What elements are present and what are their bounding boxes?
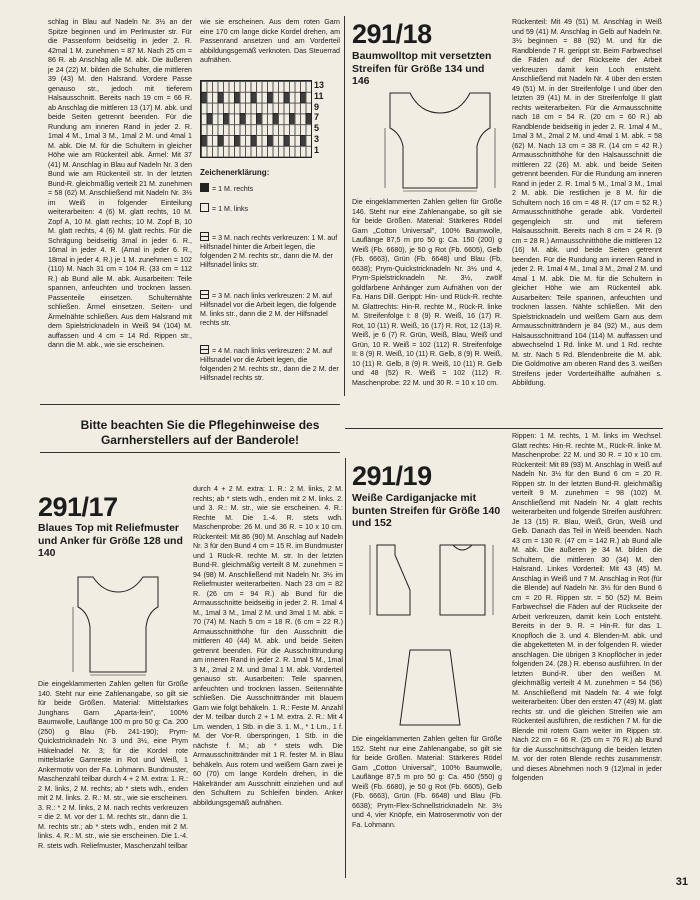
article-291-18-col2: Rückenteil: Mit 49 (51) M. Anschlag in Weiß und 59 (41) M. Anschlag in Gelb auf Nadeln Nr. 3½ beginnen = 88 (92) M. und für die Randblende 7 R. gerippt str. Beim Farbwechsel die Fäden auf der Rückseite der Arbeit verkreuzen damit kein Loch entsteht. Anschließend mit Nadeln Nr. 4 über den ersten 49 (51) M. in der Streifenfolge I und über den letzten 39 (41) M. in der Streifenfolge II glatt rechts weiterarbeiten. Für die Armausschnitte nach 18 cm = 54 R. (20 cm = 60 R.) ab Randblende beidseitig in jeder 2. R. 1mal 4 M., 1mal 3 M., 2mal 2 M. und 4mal 1 M. abk. = 58 (62) M. Nach 13 cm = 38 R. (14 cm = 42 R.) Armausschnitthöhe für den Halsausschnitt die mittleren 22 (26) M. abk. und beide Seiten getrennt beenden. Für die Rundung am inneren Rand in jeder 2. R. 1mal 5 M., 1mal 3 M., 1mal 2 M. abk. Die restlichen je 8 M. für die Schultern noch 16 cm = 48 R. (17 cm = 52 R.) Armausschnitthöhe gerade abk. Vorderteil gegengleich str. und mit tieferem Halsausschnitt. Bereits nach 8 cm = 24 R. (9 cm = 28 R.) Armausschnitthöhe die mittleren 12 (16) M. abk. und beide Seiten getrennt beenden. Für die Rundung am inneren Rand in jeder 2. R. 1mal 4 M., 1mal 3 M., 2mal 2 M. und 4mal 1 M. abk. Die M. für die Schultern in gleicher Höhe wie am Rückenteil abk. Ausarbeiten: Teile spannen, anfeuchten und trocknen lassen. Nähte schließen. Mit den Spielstricknadeln und weißem Garn aus dem Armausschnitträndern je 84 (92) M., aus dem Halsausschnittrand 104 (114) M. auffassen und abwechselnd 1 Rd. linke M. und 1 Rd. rechte M. str. Nach 5 Rd. Blendenbreite die M. abk. Die Goldmotive am oberen Rand des 3. weißen Streifens jeder Vorderteilhälfte aufnähen s. Abbildung. <box>512 18 662 387</box>
legend-item-purl: = 1 M. links <box>200 203 340 214</box>
cable-4-left-icon <box>200 345 209 354</box>
article-291-19-body: Die eingeklammerten Zahlen gelten für Größe 152. Steht nur eine Zahlenangabe, so gilt sie für beide Größen. Material: Stärkeres Rödel Garn „Cotton Universal", 100% Baumwolle, Lauflänge 87,5 m pro 50 g: Ca. 450 (550) g Weiß (Fb. 6680), je 50 g Rot (Fb. 6605), Gelb (Fb. 6663), Grün (Fb. 6648) und Blau (Fb. 6638); Prym-Flex-Schnellstricknadeln Nr. 3½ und 4, vier Knöpfe, ein Matrosenmotiv von der Fa. Lohmann. <box>352 735 502 829</box>
article-number: 291/18 <box>352 19 432 49</box>
knit-symbol-icon <box>200 183 209 192</box>
cable-left-icon <box>200 290 209 299</box>
section-divider <box>40 452 340 453</box>
article-291-18-body: Die eingeklammerten Zahlen gelten für Größe 146. Steht nur eine Zahlenangabe, so gilt sie für beide Größen. Material: Stärkeres Rödel Garn „Cotton Universal", 100% Baumwolle, Lauflänge 87,5 m pro 50 g: Ca. 150 (200) g Weiß (Fb. 6680), je 50 g Rot (Fb. 6605), Gelb (Fb. 6663), Grün (Fb. 6648) und Blau (Fb. 6638); Prym-Quickstricknadeln Nr. 3½ und 4, Prym-Spielstricknadeln Nr. 3½, zwölf goldfarbene Anhänger zum Aufnähen von der Fa. Hans Dill. Gerippt: Hin- und Rück-R. rechte M. Glattrechts: Hin-R. rechte M., Rück-R. linke M. Streifenfolge I: 8 (9) R. Weiß, 16 (17) R. Rot, 10 (11) R. Weiß, 16 (17) R. Rot, 12 (13) R. Weiß, je 6 (7) R. Grün, Weiß, Blau, Weiß und Grün, 10 R. Weiß = 102 (112) R. Streifenfolge II: 8 (9) R. Weiß, 10 (11) R. Gelb, 8 (9) R. Weiß, 10 (11) R. Gelb, 8 (9) R. Weiß, 10 (11) R. Gelb und 48 (52) R. Weiß = 102 (112) R. Maschenprobe: 22 M. und 30 R. = 10 x 10 cm. <box>352 198 502 387</box>
page-number: 31 <box>675 876 688 888</box>
article-number: 291/17 <box>38 492 118 522</box>
top-schematic <box>365 88 505 193</box>
instructions-text: wie sie erscheinen. Aus dem roten Garn eine 170 cm lange dicke Kordel drehen, am Passenrand ansetzen und am Vorderteil abbildungsgemäß verknoten. Das Steuerrad aufnähen. <box>200 18 340 64</box>
cable-right-icon <box>200 232 209 241</box>
knitting-chart <box>200 80 312 158</box>
column-divider <box>344 16 345 396</box>
legend-item-cross-left: = 3 M. nach links verkreuzen: 2 M. auf Hilfsnadel vor die Arbeit legen, die folgende M. links str., dann die 2 M. der Hilfsnadel rechts str. <box>200 292 337 327</box>
article-291-17-col2: durch 4 + 2 M. extra: 1. R.: 2 M. links, 2 M. rechts; ab * stets wdh., enden mit 2 M. links. 2. und 3. R.: M. str., wie sie erscheinen. 4. R.: Rechte M. Die 1.-4. R. stets wdh. Maschenprobe: 26 M. und 36 R. = 10 x 10 cm. Rückenteil: Mit 86 (90) M. Anschlag auf Nadeln Nr. 3 für den Bund 4 cm = 15 R. im Bundmuster und 1 Rück-R. rechte M. str. In der letzten Bund-R. gleichmäßig verteilt 8 M. zunehmen = 94 (98) M. Anschließend mit Nadeln Nr. 3½ im Reliefmuster weiterarbeiten. Nach 23 cm = 82 R. (26 cm = 94 R.) ab Bund für die Armausschnitte beidseitig in jeder 2. R. 1mal 4 M., 1mal 3 M., 1mal 2 M. und 3mal 1 M. abk. = 70 (74) M. Nach 5 cm = 18 R. (6 cm = 22 R.) Armausschnitthöhe für den Ausschnitt die mittleren 40 (44) M. abk. und beide Seiten getrennt beenden. Für die Ausschnittrundung am inneren Rand in jeder 2. R. 1mal 5 M., 1mal 3 M., 2mal 2 M. und 3mal 1 M. abk. Vorderteil genauso str. Ausarbeiten: Teile spannen, anfeuchten und trocknen lassen. Seitennähte schließen. Die Ausschnittränder mit blauem Garn wie folgt behäkeln. 1. R.: Feste M. Anzahl der M. teilbar durch 2 + 1 M. extra. 2. R.: Mit 4 Lm. wenden, 1 Stb. in die 3. 1. M., * 1 Lm., 1 f. M. der Vor-R. überspringen, 1 Stb. in die nächste f. M.; ab * stets wdh. Die Armausschnittränder mit 1 R. fester M. in Blau behäkeln. Aus rotem und weißem Garn zwei je 60 (70) cm lange Kordeln drehen, in die Häkelränder am Ausschnitt einziehen und auf den Schultern zu Schleifen binden. Anker abbildungsgemäß aufnähen. <box>193 485 343 807</box>
column-divider <box>345 458 346 878</box>
legend-title: Zeichenerklärung: <box>200 168 270 177</box>
legend-item-knit: = 1 M. rechts <box>200 183 340 194</box>
instructions-text: schlag in Blau auf Nadeln Nr. 3½ an der Spitze beginnen und im Perlmuster str. Für die Passenform beidseitig in jeder 2. R. 42mal 1 M. zunehmen = 87 M. Nach 25 cm = 86 R. ab Anschlag alle M. abk. Die äußeren je 24 (22) M. bilden die Schulter, die mittleren 39 (43) M. den Halsrand. Vordere Passe genauso str., jedoch mit tieferem Halsausschnitt. Bereits nach 19 cm = 66 R. ab Anschlag die mittleren 13 (17) M. abk. und beide Seiten getrennt beenden. Für die Rundung am inneren Rand in jeder 2. R. 1mal 4 M., 1mal 3 M., 1mal 2 M. und 4mal 1 M. abk. Die M. für die Schultern in gleicher Höhe wie am Rückenteil abk. Ärmel: Mit 37 (41) M. Anschlag in Blau auf Nadeln Nr. 3 den Bund wie am Rückenteil str. In der letzten Bund-R. gleichmäßig verteilt 21 M. zunehmen = 58 (62) M. Anschließend mit Nadeln Nr. 3½ im Weiß in folgender Einteilung weiterarbeiten: 4 (6) M. glatt rechts, 10 M. Zopf A, 10 M. glatt rechts; 10 M. Zopf B, 10 M. glatt rechts, 4 (6) M. glatt rechts. Für die Schrägung beidseitig 3mal in jeder 6. R., 16mal in jeder 4. R. (Amal in jeder 6. R., 18mal in jeder 4. R.) je 1 M. zunehmen = 102 (110) M. Nach 31 cm = 104 R. (33 cm = 112 R.) ab Bund alle M. abk. Ausarbeiten: Teile spannen, anfeuchten und trocknen lassen. Passenteile einsetzen. Schulternähte schließen. Ärmel einsetzen. Seiten- und Ärmelnähte schließen. Aus dem Halsrand mit dem Spielstricknadeln in Weiß 94 (104) M. auffassen und 4 cm = 14 Rd. Rippen str., dann die M. abk., wie sie erscheinen. <box>48 18 192 349</box>
chart-row-numbers: 13 11 9 7 5 3 1 <box>314 80 325 155</box>
article-291-17-body: Die eingeklammerten Zahlen gelten für Größe 140. Steht nur eine Zahlenangabe, so gilt sie für beide Größen. Material: Mittelstarkes Junghans Garn „Aparta-fein", 100% Baumwolle, Lauflänge 100 m pro 50 g: Ca. 200 (250) g Blau (Fb. 241-190); Prym-Quickstricknadeln Nr. 3 und 3½, eine Prym Häkelnadel Nr. 3; für die Kordel rote mittelstarke Garnreste in Rot und Weiß, 1 Ankermotiv von der Fa. Lohmann. Bundmuster, Maschenzahl teilbar durch 4 + 2 M. extra: 1. R.: 2 M. links, 2 M. rechts; ab * stets wdh., enden mit 2 M. links. 2. R.: M. str., wie sie erscheinen. 3. R.: * 2 M. links, 2 M. nach rechts verkreuzen = die 2. M. vor der 1. M. rechts str., dann die 1. M. rechts str.; ab * stets wdh., enden mit 2 M. links. 4. R.: M. str., wie sie erscheinen. Die 1.-4. R. stets wdh. Reliefmuster, Maschenzahl teilbar <box>38 680 188 850</box>
middle-column-top-text <box>200 18 340 78</box>
legend-item-cross-right: = 3 M. nach rechts verkreuzen: 1 M. auf Hilfsnadel hinter die Arbeit legen, die folgenden 2 M. rechts str., dann die M. der Hilfsnadel links str. <box>200 234 338 269</box>
article-title: Weiße Cardiganjacke mit bunten Streifen für Größe 140 und 152 <box>352 492 501 529</box>
section-divider <box>345 428 663 429</box>
article-number: 291/19 <box>352 461 432 491</box>
left-column-top-text <box>48 18 192 410</box>
article-291-19-col2: Rippen: 1 M. rechts, 1 M. links im Wechsel. Glatt rechts: Hin-R. rechte M., Rück-R. linke M. Maschenprobe: 22 M. und 30 R. = 10 x 10 cm. Rückenteil: Mit 89 (93) M. Anschlag in Weiß auf Nadeln Nr. 3½ für den Bund 6 cm = 20 R. Rippen str. In der letzten Bund-R. gleichmäßig verteilt 9 M. zunehmen = 98 (102) M. Anschließend mit Nadeln Nr. 4 glatt rechts weiterarbeiten und folgende Streifen ausführen: Je 13 (15) R. Blau, Weiß, Grün, Weiß und Gelb. Danach das Teil in Weiß beenden. Nach 43 cm = 130 R. (47 cm = 142 R.) ab Bund alle M. abk. Die äußeren je 34 M. bilden die Schultern, die mittleren 30 (34) M. den Halsrand. Linkes Vorderteil: Mit 43 (45) M. Anschlag in Weiß und 7 M. Anschlag in Rot (für die Blende) auf Nadeln Nr. 3½ für den Bund 6 cm = 20 R. Rippen str. = 50 (52) M. Beim Farbwechsel die Fäden auf der Rückseite der Arbeit verkreuzen, damit kein Loch entsteht. Bereits in der 9. R. = Hin-R. für das 1. Knopfloch die 3. und 4. Blenden-M. abk. und die abgeketteten M. in der folgenden R. wieder anschlagen. Die übrigen 3 Knopflöcher in jeder folgenden 24. (28.) R. ebenso ausführen. In der letzten Bund-R. über den weißen M. gleichmäßig verteilt 4 M. zunehmen = 54 (56) M. Anschließend mit Nadeln Nr. 4 wie folgt weiterarbeiten: Über den ersten 47 (49) M. glatt rechts str. und die gleichen Streifen wie am Rückenteil ausführen, die restlichen 7 M. für die Blende mit rotem Garn weiter im Rippen str. Nach 22 cm = 66 R. (25 cm = 76 R.) ab Bund für die Ausschnittschrägung die beiden letzten M. vor der roten Blende rechts zusammenstr. und dieses Abnehmen noch 9 (12)mal in jeder folgenden <box>512 432 662 782</box>
section-divider <box>40 404 340 405</box>
article-title: Baumwolltop mit versetzten Streifen für Größe 134 und 146 <box>352 50 492 87</box>
top-schematic <box>48 572 178 677</box>
cardigan-schematic <box>355 540 505 730</box>
purl-symbol-icon <box>200 203 209 212</box>
legend-item-cross-left-4: = 4 M. nach links verkreuzen: 2 M. auf Hilfsnadel vor die Arbeit legen, die folgenden 2 M. rechts str., dann die 2 M. der Hilfsnadel rechts str. <box>200 347 339 382</box>
article-title: Blaues Top mit Reliefmuster und Anker für Größe 128 und 140 <box>38 522 183 559</box>
care-notice: Bitte beachten Sie die Pflegehinweise des Garnherstellers auf der Banderole! <box>80 418 320 447</box>
